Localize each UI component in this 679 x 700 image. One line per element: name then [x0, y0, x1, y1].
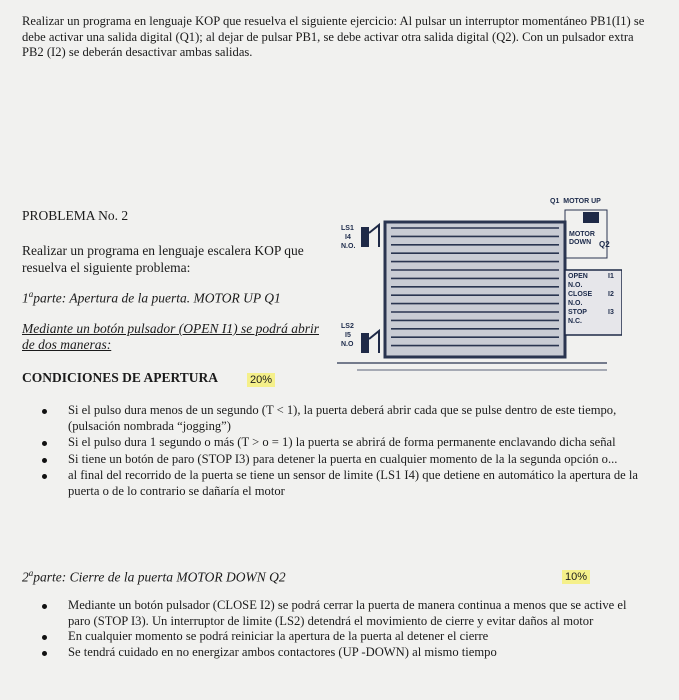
list-item-text: Si el pulso dura menos de un segundo (T < 1), la puerta deberá abrir cada que se pulse dentro de este tiempo, (pulsación nombrada “jogging”): [68, 403, 617, 433]
bullet-icon: [42, 651, 47, 656]
motor-icon: [583, 212, 599, 223]
ls1-switch-icon: [361, 227, 369, 247]
ls1-type-label: N.O.: [341, 243, 356, 250]
close-type-label: N.O.: [568, 300, 583, 307]
close-list: [34, 598, 650, 660]
list-item-text: al final del recorrido de la puerta se tiene un sensor de limite (LS1 I4) que detiene en automático la apertura de la puerta o de lo contrario se dañaría el motor: [68, 468, 638, 498]
part2-number: 2: [22, 569, 29, 585]
ls2-switch-icon: [361, 333, 369, 353]
problem-title: PROBLEMA No. 2: [22, 208, 129, 223]
ls2-type-label: N.O: [341, 341, 354, 348]
part1-number: 1: [22, 290, 29, 306]
garage-door-diagram: [337, 195, 622, 380]
ls1-lever: [369, 225, 379, 247]
stop-label: STOP: [568, 309, 587, 316]
bullet-icon: [42, 635, 47, 640]
bullet-icon: [42, 441, 47, 446]
ls2-lever: [369, 331, 379, 353]
close-input-label: I2: [608, 291, 614, 298]
bullet-icon: [42, 474, 47, 479]
motor-up-label: MOTOR UP: [563, 198, 601, 205]
conditions-title: CONDICIONES DE APERTURA: [22, 370, 219, 385]
intro-paragraph: Realizar un programa en lenguaje KOP que resuelva el siguiente ejercicio: Al pulsar un interruptor momentáneo PB1(I1) se debe activar una salida digital (Q1); al dejar de pulsar PB1, se debe activar otra salida digital (Q2). Con un pulsador extra PB2 (I2) se deberán desactivar ambas salidas.: [22, 14, 645, 59]
list-item: [34, 468, 650, 499]
q1-label: Q1: [550, 198, 560, 205]
list-item: [34, 452, 650, 468]
list-item-text: Si tiene un botón de paro (STOP I3) para detener la puerta en cualquier momento de la la segunda opción o...: [68, 451, 618, 466]
list-item-text: En cualquier momento se podrá reiniciar la apertura de la puerta al detener el cierre: [68, 629, 489, 643]
conditions-percent-badge: 20%: [247, 373, 275, 387]
list-item: [34, 629, 650, 645]
part2-heading: [22, 568, 286, 586]
bullet-icon: [42, 604, 47, 609]
part2-percent-badge: 10%: [562, 570, 590, 584]
list-item: [34, 645, 650, 661]
part2-superscript: a: [28, 568, 34, 578]
list-item-text: Si el pulso dura 1 segundo o más (T > o = 1) la puerta se abrirá de forma permanente enclavando dicha señal: [68, 435, 616, 449]
bullet-icon: [42, 409, 47, 414]
ls1-label: LS1: [341, 225, 354, 232]
list-item: [34, 403, 650, 434]
list-item: [34, 598, 650, 629]
conditions-list: [34, 403, 650, 500]
bullet-icon: [42, 458, 47, 463]
q2-label: Q2: [599, 240, 610, 249]
open-input-label: I1: [608, 273, 614, 280]
open-ways-text: Mediante un botón pulsador (OPEN I1) se podrá abrir de dos maneras:: [22, 321, 319, 352]
stop-input-label: I3: [608, 309, 614, 316]
part1-superscript: a: [28, 289, 34, 299]
list-item-text: Mediante un botón pulsador (CLOSE I2) se podrá cerrar la puerta de manera continua a menos que se active el paro (STOP I3). Un interruptor de limite (LS2) detendrá el movimiento de cierre y evitar daños al motor: [68, 598, 627, 628]
list-item-text: Se tendrá cuidado en no energizar ambos contactores (UP -DOWN) al mismo tiempo: [68, 644, 497, 659]
close-label: CLOSE: [568, 291, 593, 298]
open-label: OPEN: [568, 273, 588, 280]
part1-text: parte: Apertura de la puerta. MOTOR UP Q1: [33, 290, 281, 306]
ls2-label: LS2: [341, 323, 354, 330]
open-type-label: N.O.: [568, 282, 583, 289]
ls1-input-label: I4: [345, 234, 351, 241]
part2-text: parte: Cierre de la puerta MOTOR DOWN Q2: [33, 569, 286, 585]
list-item: [34, 435, 650, 451]
stop-type-label: N.C.: [568, 318, 582, 325]
problem-description: Realizar un programa en lenguaje escalera KOP que resuelva el siguiente problema:: [22, 243, 304, 275]
motor-down-label: MOTOR DOWN: [569, 231, 595, 246]
q1-motor-up-label: [550, 198, 601, 206]
ls2-input-label: I5: [345, 332, 351, 339]
part1-heading: [22, 289, 281, 307]
